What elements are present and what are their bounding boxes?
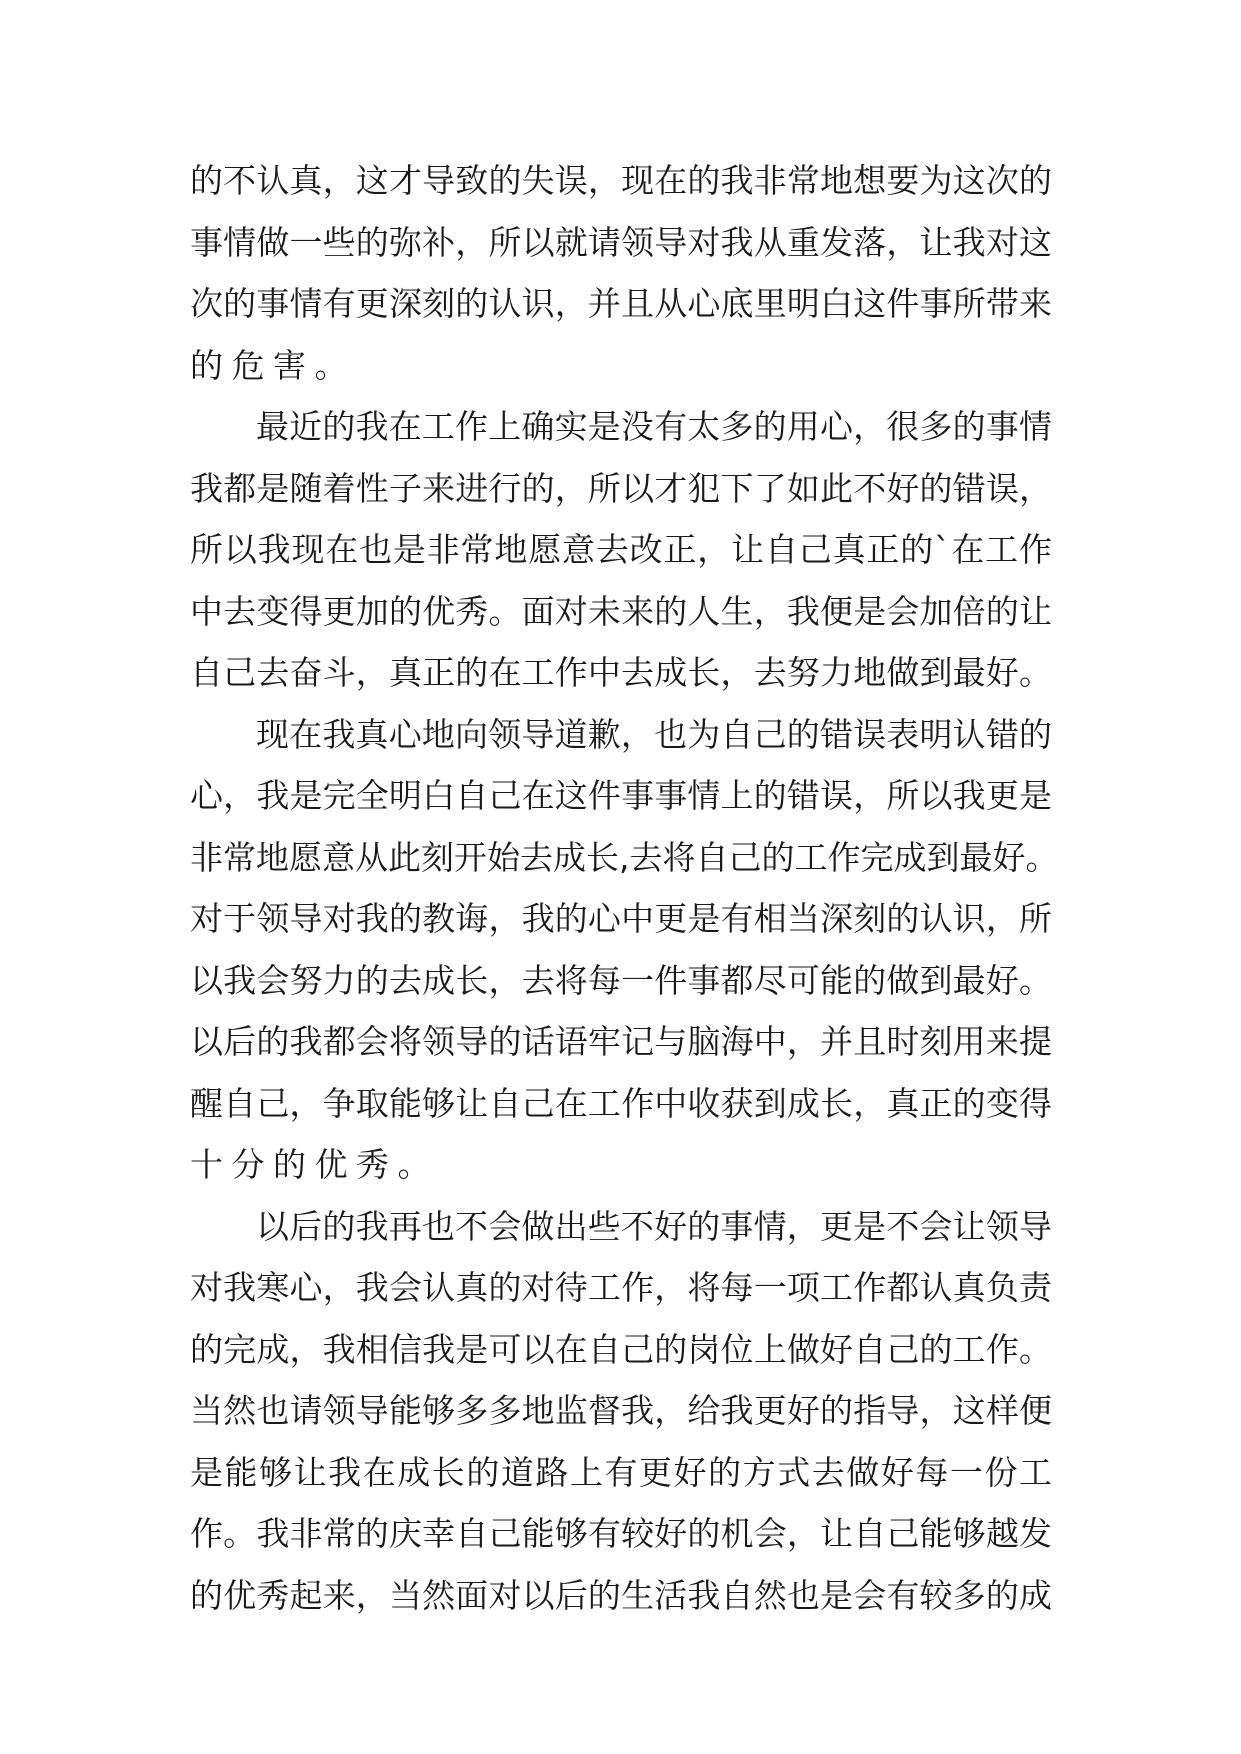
text-line: 的危害。	[190, 345, 356, 385]
text-line: 以后的我都会将领导的话语牢记与脑海中，并且时刻用来提	[190, 1022, 1052, 1061]
text-line: 我都是随着性子来进行的，所以才犯下了如此不好的错误，	[190, 468, 1052, 508]
text-line: 心，我是完全明白自己在这件事事情上的错误，所以我更是	[190, 776, 1052, 815]
body-text	[190, 150, 1059, 1626]
text-line: 的不认真，这才导致的失误，现在的我非常地想要为这次的	[190, 161, 1052, 200]
text-line: 非常地愿意从此刻开始去成长,去将自己的工作完成到最好。	[190, 837, 1059, 877]
text-line: 醒自己，争取能够让自己在工作中收获到成长，真正的变得	[190, 1083, 1052, 1123]
text-line: 作。我非常的庆幸自己能够有较好的机会，让自己能够越发	[190, 1514, 1052, 1553]
text-line: 对于领导对我的教诲，我的心中更是有相当深刻的认识，所	[190, 899, 1052, 938]
text-line: 当然也请领导能够多多地监督我，给我更好的指导，这样便	[190, 1391, 1052, 1430]
text-line: 以我会努力的去成长，去将每一件事都尽可能的做到最好。	[190, 960, 1052, 1000]
text-line: 所以我现在也是非常地愿意去改正，让自己真正的`在工作	[190, 530, 1052, 569]
paragraph-first-line: 最近的我在工作上确实是没有太多的用心，很多的事情	[256, 407, 1052, 446]
text-line: 的优秀起来，当然面对以后的生活我自然也是会有较多的成	[190, 1575, 1052, 1615]
text-line: 十分的优秀。	[190, 1145, 439, 1184]
text-line: 事情做一些的弥补，所以就请领导对我从重发落，让我对这	[190, 222, 1052, 262]
text-line: 的完成，我相信我是可以在自己的岗位上做好自己的工作。	[190, 1329, 1052, 1369]
text-line: 对我寒心，我会认真的对待工作，将每一项工作都认真负责	[190, 1268, 1052, 1307]
text-line: 是能够让我在成长的道路上有更好的方式去做好每一份工	[190, 1452, 1052, 1492]
text-line: 中去变得更加的优秀。面对未来的人生，我便是会加倍的让	[190, 591, 1052, 631]
text-line: 次的事情有更深刻的认识，并且从心底里明白这件事所带来	[190, 284, 1052, 323]
text-line: 自己去奋斗，真正的在工作中去成长，去努力地做到最好。	[190, 653, 1052, 692]
paragraph-first-line: 以后的我再也不会做出些不好的事情，更是不会让领导	[256, 1206, 1052, 1246]
paragraph-first-line: 现在我真心地向领导道歉，也为自己的错误表明认错的	[256, 714, 1052, 754]
